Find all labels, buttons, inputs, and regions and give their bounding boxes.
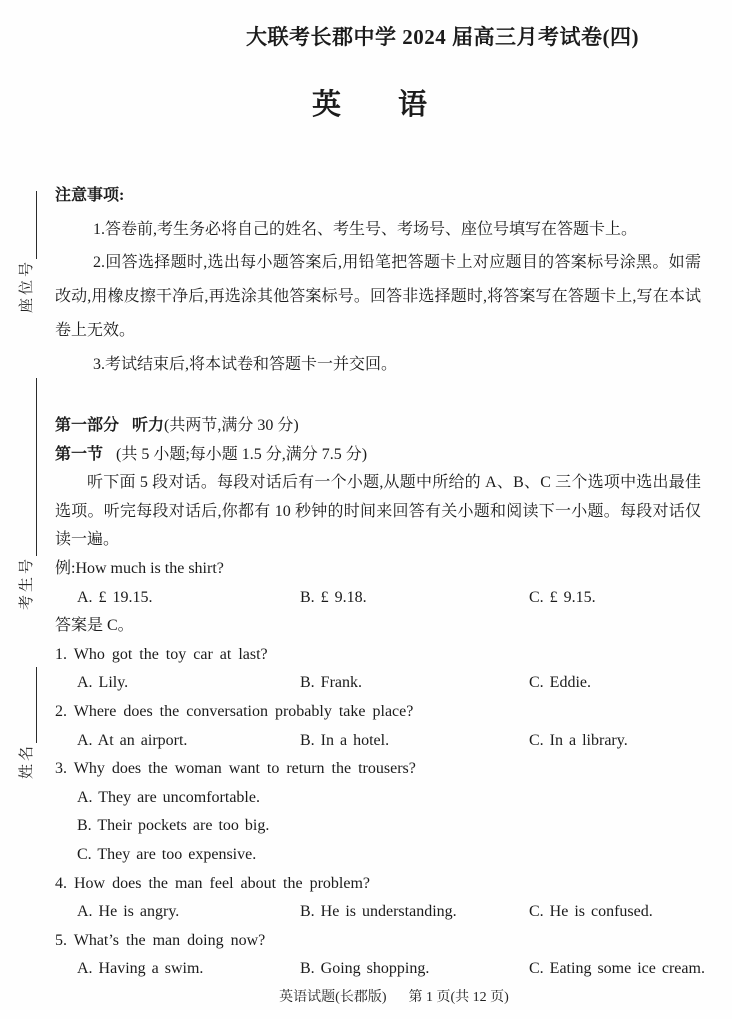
listening-section	[55, 412, 705, 984]
example-option-b: B. £ 9.18.	[300, 588, 367, 606]
example-options-row	[55, 584, 701, 613]
notice-item-3: 3.考试结束后,将本试卷和答题卡一并交回。	[93, 355, 398, 373]
candidate-number-label: 考生号	[19, 555, 35, 610]
candidate-number-rule	[15, 378, 37, 556]
question-3-option-b: B. Their pockets are too big.	[77, 817, 270, 835]
question-1-text: 1. Who got the toy car at last?	[55, 645, 268, 663]
notice-item-1: 1.答卷前,考生务必将自己的姓名、考生号、考场号、座位号填写在答题卡上。	[93, 220, 638, 238]
listening-instructions: 听下面 5 段对话。每段对话后有一个小题,从题中所给的 A、B、C 三个选项中选出最佳选项。听完每段对话后,你都有 10 秒钟的时间来回答有关小题和阅读下一小题。每段对话仅读一遍。	[55, 474, 701, 549]
example-option-c: C. £ 9.15.	[529, 588, 596, 606]
question-5-option-c: C. Eating some ice cream.	[529, 960, 705, 978]
name-field	[15, 667, 37, 779]
question-3-option-a-row	[55, 784, 701, 813]
section1-label: 第一节	[55, 445, 104, 463]
question-4-option-b: B. He is understanding.	[300, 903, 457, 921]
question-2-option-b: B. In a hotel.	[300, 731, 390, 749]
question-5-text: 5. What’s the man doing now?	[55, 931, 266, 949]
question-1-options	[55, 669, 701, 698]
name-rule	[15, 667, 37, 743]
example-answer: 答案是 C。	[55, 617, 134, 635]
candidate-number-field	[15, 378, 37, 610]
footer-page-number: 第 1 页(共 12 页)	[408, 990, 509, 1005]
notice-item-2: 2.回答选择题时,选出每小题答案后,用铅笔把答题卡上对应题目的答案标号涂黑。如需改动,用橡皮擦干净后,再选涂其他答案标号。回答非选择题时,将答案写在答题卡上,写在本试卷上无效。	[55, 254, 701, 339]
part1-note: (共两节,满分 30 分)	[164, 417, 299, 434]
page-title: 大联考长郡中学 2024 届高三月考试卷(四)	[246, 25, 639, 49]
seat-number-label: 座位号	[19, 258, 35, 313]
notice-section	[55, 179, 701, 381]
question-4-options	[55, 898, 701, 927]
section1-heading	[55, 441, 701, 470]
notice-title: 注意事项:	[55, 187, 125, 204]
example-prompt: 例:How much is the shirt?	[55, 559, 224, 577]
question-3-option-c-row	[55, 841, 701, 870]
question-2-option-a: A. At an airport.	[77, 731, 188, 749]
question-4-option-c: C. He is confused.	[529, 903, 653, 921]
question-1-option-b: B. Frank.	[300, 674, 362, 692]
question-3-option-c: C. They are too expensive.	[77, 845, 257, 863]
question-3-option-a: A. They are uncomfortable.	[77, 788, 260, 806]
example-option-a: A. £ 19.15.	[77, 588, 153, 606]
part1-name: 听力	[132, 417, 165, 434]
question-1-option-a: A. Lily.	[77, 674, 129, 692]
question-5-option-a: A. Having a swim.	[77, 960, 204, 978]
question-4-option-a: A. He is angry.	[77, 903, 180, 921]
question-5-option-b: B. Going shopping.	[300, 960, 430, 978]
question-3-option-b-row	[55, 812, 701, 841]
question-4-text: 4. How does the man feel about the problem?	[55, 874, 371, 892]
part1-label: 第一部分	[55, 417, 120, 434]
question-2-options	[55, 727, 701, 756]
question-1-option-c: C. Eddie.	[529, 674, 591, 692]
part1-heading	[55, 412, 701, 441]
question-2-option-c: C. In a library.	[529, 731, 628, 749]
footer-paper-name: 英语试题(长郡版)	[279, 990, 387, 1005]
question-2-text: 2. Where does the conversation probably take place?	[55, 702, 414, 720]
seat-number-rule	[15, 191, 37, 259]
section1-note: (共 5 小题;每小题 1.5 分,满分 7.5 分)	[116, 445, 368, 463]
name-label: 姓名	[19, 742, 35, 779]
subject-title: 英语	[312, 89, 485, 121]
question-5-options	[55, 955, 705, 984]
question-3-text: 3. Why does the woman want to return the trousers?	[55, 760, 416, 778]
page-footer	[0, 986, 732, 1006]
seat-number-field	[15, 191, 37, 313]
